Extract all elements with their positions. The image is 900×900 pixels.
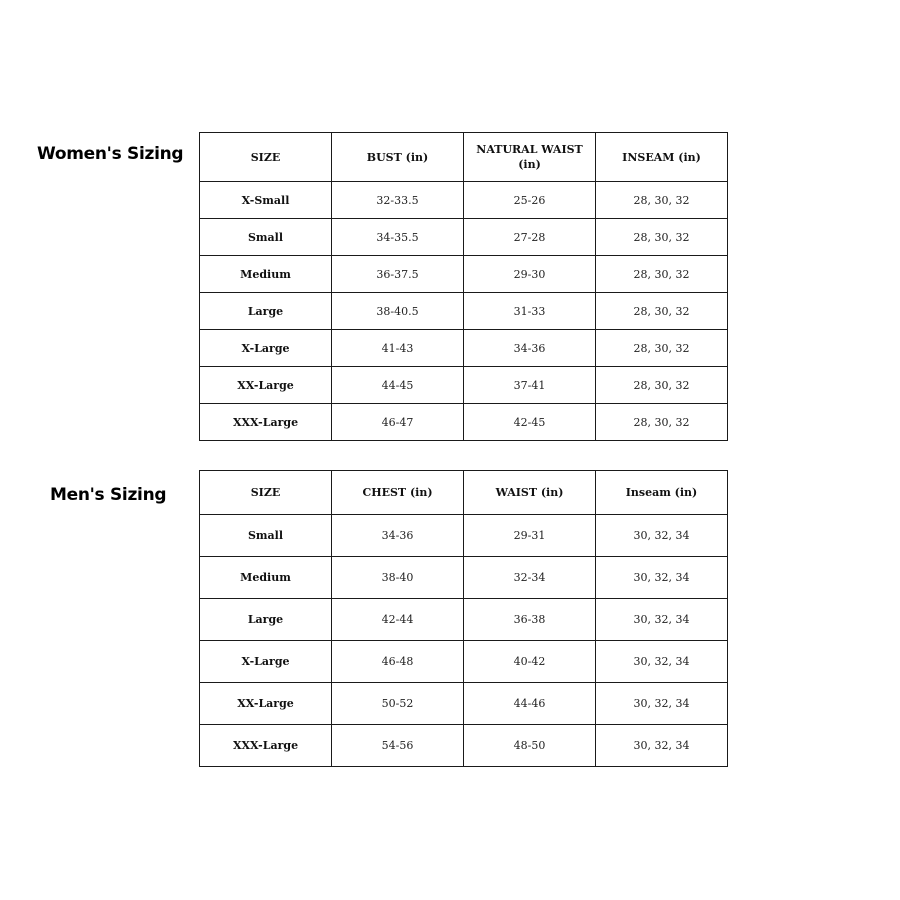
measurement-cell: 28, 30, 32 (596, 367, 728, 404)
measurement-cell: 30, 32, 34 (596, 599, 728, 641)
table-row (200, 404, 728, 441)
measurement-cell: 30, 32, 34 (596, 725, 728, 767)
measurement-cell: 34-35.5 (332, 219, 464, 256)
measurement-cell: 38-40.5 (332, 293, 464, 330)
header-natural-waist-label: NATURAL WAIST (in) (476, 143, 583, 171)
size-cell: XX-Large (200, 367, 332, 404)
table-row (200, 599, 728, 641)
measurement-cell: 29-30 (464, 256, 596, 293)
table-row (200, 683, 728, 725)
measurement-cell: 30, 32, 34 (596, 683, 728, 725)
measurement-cell: 44-45 (332, 367, 464, 404)
table-row (200, 557, 728, 599)
measurement-cell: 38-40 (332, 557, 464, 599)
table-row (200, 182, 728, 219)
measurement-cell: 28, 30, 32 (596, 293, 728, 330)
header-bust: BUST (in) (332, 133, 464, 182)
table-row (200, 293, 728, 330)
measurement-cell: 32-33.5 (332, 182, 464, 219)
size-cell: X-Large (200, 330, 332, 367)
measurement-cell: 40-42 (464, 641, 596, 683)
size-cell: Large (200, 599, 332, 641)
table-row (200, 330, 728, 367)
table-row (200, 256, 728, 293)
measurement-cell: 31-33 (464, 293, 596, 330)
size-cell: Medium (200, 256, 332, 293)
header-inseam: Inseam (in) (596, 471, 728, 515)
measurement-cell: 34-36 (332, 515, 464, 557)
measurement-cell: 36-38 (464, 599, 596, 641)
size-cell: Large (200, 293, 332, 330)
table-row (200, 641, 728, 683)
size-cell: XX-Large (200, 683, 332, 725)
measurement-cell: 50-52 (332, 683, 464, 725)
measurement-cell: 29-31 (464, 515, 596, 557)
measurement-cell: 46-48 (332, 641, 464, 683)
womens-sizing-title: Women's Sizing (37, 144, 184, 164)
measurement-cell: 54-56 (332, 725, 464, 767)
measurement-cell: 37-41 (464, 367, 596, 404)
womens-size-table (199, 132, 728, 441)
header-size: SIZE (200, 133, 332, 182)
table-header-row (200, 471, 728, 515)
measurement-cell: 32-34 (464, 557, 596, 599)
measurement-cell: 34-36 (464, 330, 596, 367)
header-chest: CHEST (in) (332, 471, 464, 515)
table-row (200, 725, 728, 767)
size-cell: Small (200, 219, 332, 256)
size-cell: Medium (200, 557, 332, 599)
header-waist: WAIST (in) (464, 471, 596, 515)
size-cell: X-Large (200, 641, 332, 683)
mens-size-table (199, 470, 728, 767)
table-row (200, 367, 728, 404)
header-inseam: INSEAM (in) (596, 133, 728, 182)
size-cell: Small (200, 515, 332, 557)
measurement-cell: 36-37.5 (332, 256, 464, 293)
mens-sizing-title: Men's Sizing (50, 485, 167, 505)
measurement-cell: 46-47 (332, 404, 464, 441)
measurement-cell: 41-43 (332, 330, 464, 367)
measurement-cell: 25-26 (464, 182, 596, 219)
table-row (200, 219, 728, 256)
measurement-cell: 30, 32, 34 (596, 641, 728, 683)
size-cell: X-Small (200, 182, 332, 219)
measurement-cell: 30, 32, 34 (596, 557, 728, 599)
measurement-cell: 28, 30, 32 (596, 219, 728, 256)
table-row (200, 515, 728, 557)
measurement-cell: 28, 30, 32 (596, 404, 728, 441)
size-cell: XXX-Large (200, 725, 332, 767)
measurement-cell: 42-44 (332, 599, 464, 641)
measurement-cell: 48-50 (464, 725, 596, 767)
measurement-cell: 28, 30, 32 (596, 256, 728, 293)
measurement-cell: 27-28 (464, 219, 596, 256)
header-size: SIZE (200, 471, 332, 515)
table-header-row (200, 133, 728, 182)
measurement-cell: 28, 30, 32 (596, 182, 728, 219)
measurement-cell: 30, 32, 34 (596, 515, 728, 557)
size-cell: XXX-Large (200, 404, 332, 441)
measurement-cell: 28, 30, 32 (596, 330, 728, 367)
measurement-cell: 44-46 (464, 683, 596, 725)
header-natural-waist (464, 133, 596, 182)
measurement-cell: 42-45 (464, 404, 596, 441)
